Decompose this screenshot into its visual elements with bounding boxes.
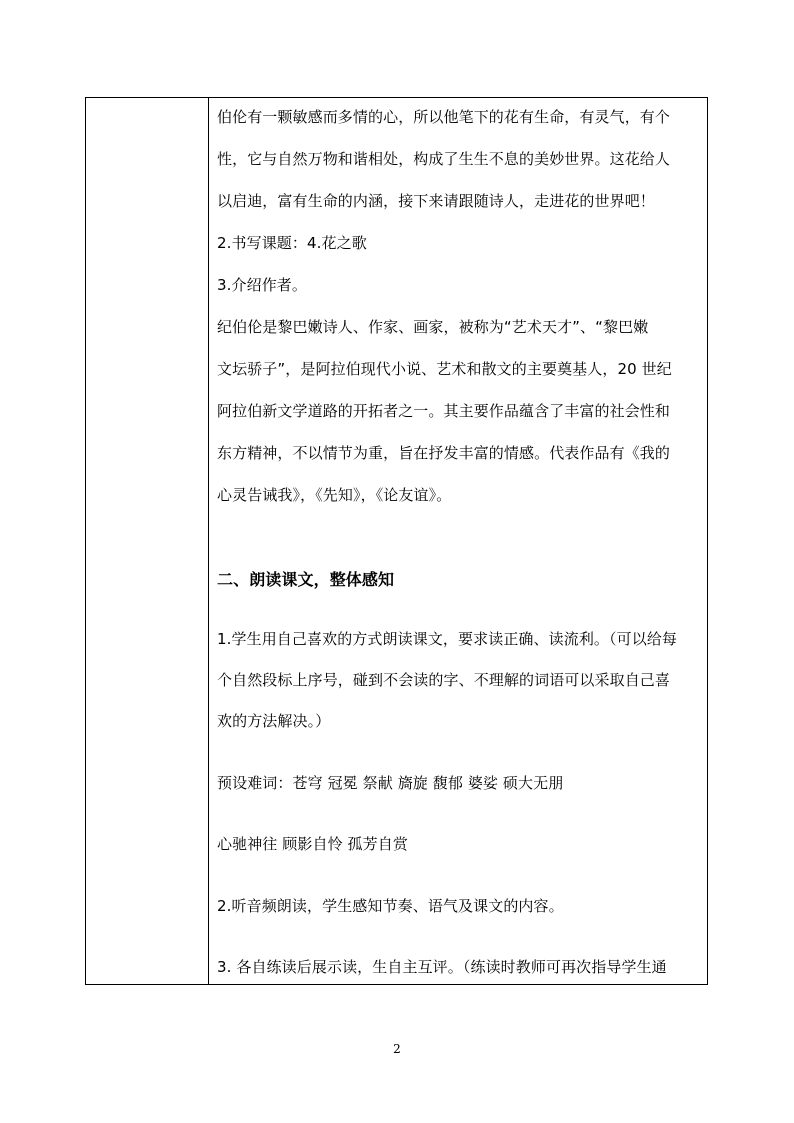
item-introduce-author: 3.介绍作者。 [217,276,308,294]
paragraph-line: 以启迪，富有生命的内涵，接下来请跟随诗人，走进花的世界吧！ [217,192,655,210]
table-right-column [209,98,707,984]
reading-step-line: 欢的方法解决。） [217,712,331,730]
page-number: 2 [393,1042,401,1056]
paragraph-line: 伯伦有一颗敏感而多情的心，所以他笔下的花有生命，有灵气，有个 [217,108,671,126]
reading-step-line: 1.学生用自己喜欢的方式朗读课文，要求读正确、读流利。（可以给每 [217,630,678,648]
paragraph-line: 性，它与自然万物和谐相处，构成了生生不息的美妙世界。这花给人 [217,150,671,168]
reading-step-line: 3. 各自练读后展示读，生自主互评。（练读时教师可再次指导学生通 [217,958,667,976]
vocabulary-line: 预设难词：苍穹 冠冕 祭献 旖旋 馥郁 婆娑 硕大无朋 [217,774,564,792]
section-heading: 二、朗读课文，整体感知 [217,570,395,589]
author-paragraph-line: 阿拉伯新文学道路的开拓者之一。其主要作品蕴含了丰富的社会性和 [217,402,671,420]
item-write-title: 2.书写课题：4.花之歌 [217,234,367,252]
lesson-table [85,97,708,985]
reading-step-line: 个自然段标上序号，碰到不会读的字、不理解的词语可以采取自己喜 [217,671,671,689]
author-paragraph-line: 心灵告诫我》，《先知》，《论友谊》。 [217,486,452,504]
author-paragraph-line: 纪伯伦是黎巴嫩诗人、作家、画家，被称为“艺术天才”、“黎巴嫩 [217,318,649,336]
author-paragraph-line: 东方精神，不以情节为重，旨在抒发丰富的情感。代表作品有《我的 [217,444,671,462]
table-left-column [86,98,209,984]
reading-step-line: 2.听音频朗读，学生感知节奏、语气及课文的内容。 [217,897,564,915]
author-paragraph-line: 文坛骄子”，是阿拉伯现代小说、艺术和散文的主要奠基人，20 世纪 [217,360,672,378]
vocabulary-line: 心驰神往 顾影自怜 孤芳自赏 [217,835,408,853]
